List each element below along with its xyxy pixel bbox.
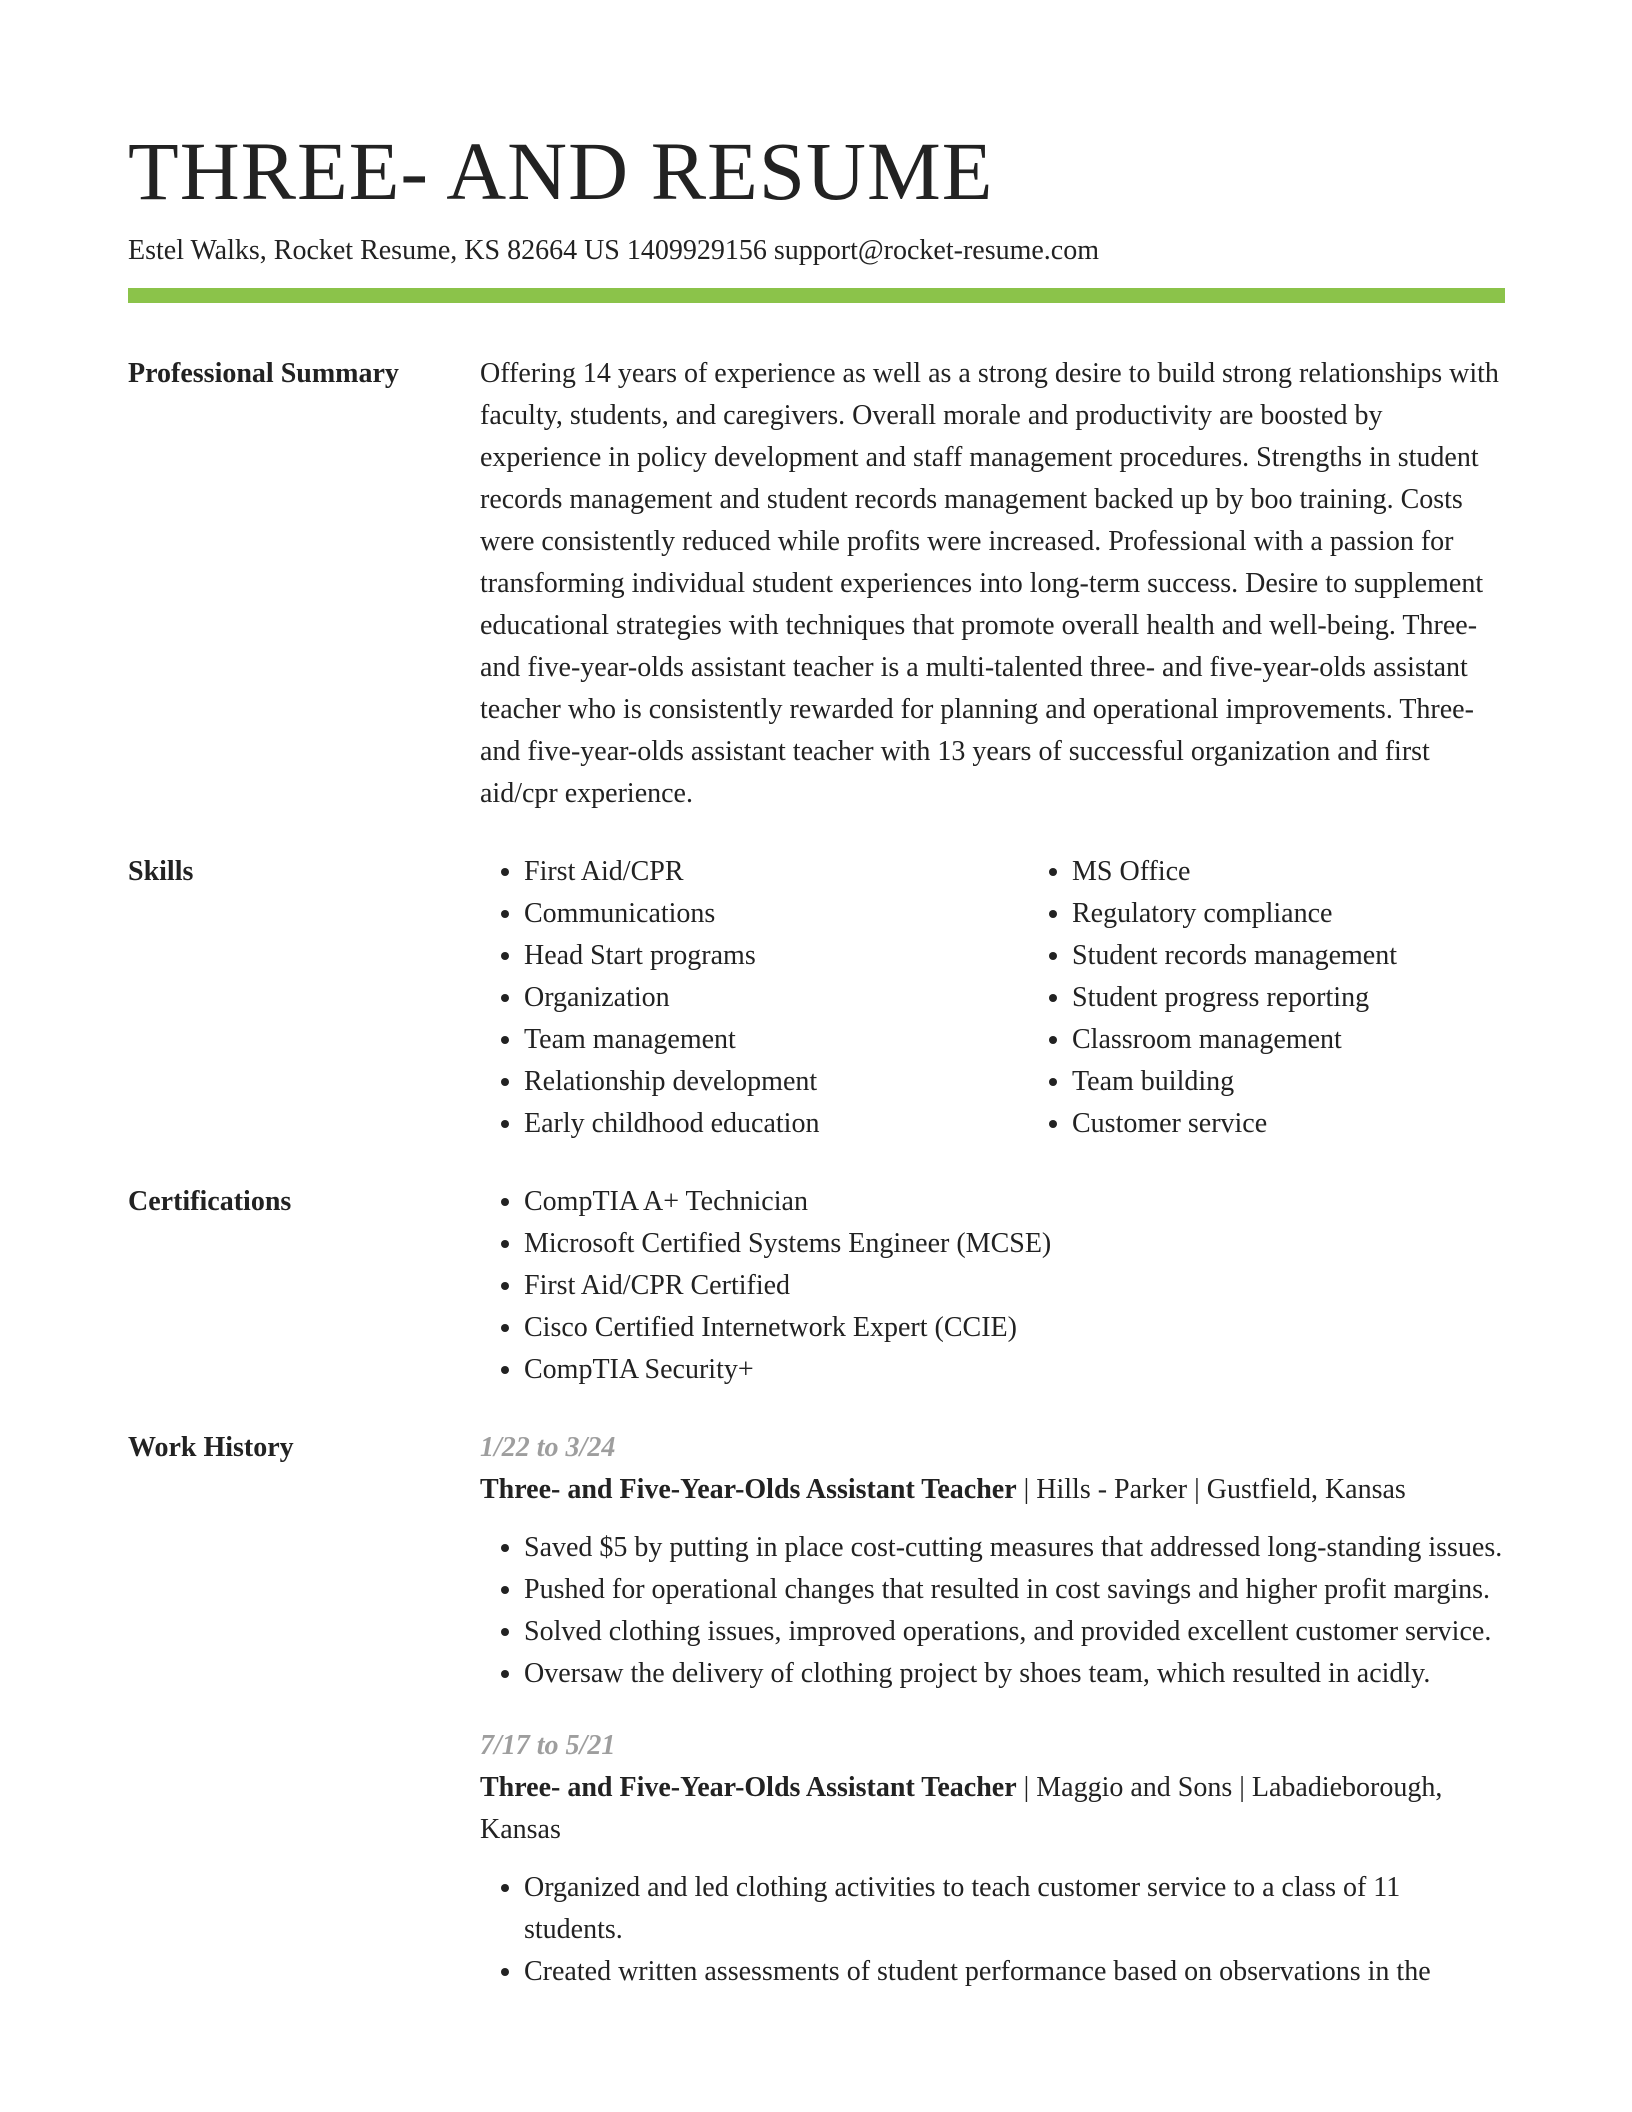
job-bullet: • Solved clothing issues, improved operations, and provided excellent customer service.: [524, 1611, 1505, 1653]
skill-item: • Relationship development: [524, 1061, 1028, 1103]
skills-list-right: [1028, 851, 1505, 1145]
skill-item: • Early childhood education: [524, 1103, 1028, 1145]
resume-page: [128, 0, 1505, 1993]
skill-item: • Student progress reporting: [1072, 977, 1505, 1019]
certification-item: • CompTIA A+ Technician: [524, 1181, 1505, 1223]
skill-item: • Team building: [1072, 1061, 1505, 1103]
job-bullet: • Saved $5 by putting in place cost-cutting measures that addressed long-standing issues.: [524, 1527, 1505, 1569]
job-entry: [480, 1427, 1505, 1695]
skills-grid: [480, 851, 1505, 1145]
skill-item: • Team management: [524, 1019, 1028, 1061]
skills-section: [128, 851, 1505, 1145]
summary-text: Offering 14 years of experience as well as a strong desire to build strong relationships with faculty, students, and caregivers. Overall morale and productivity are boosted by experience in policy development and staff management procedures. Strengths in student records management and student records management backed up by boo training. Costs were consistently reduced while profits were increased. Professional with a passion for transforming individual student experiences into long-term success. Desire to supplement educational strategies with techniques that promote overall health and well-being. Three- and five-year-olds assistant teacher is a multi-talented three- and five-year-olds assistant teacher who is consistently rewarded for planning and operational improvements. Three- and five-year-olds assistant teacher with 13 years of successful organization and first aid/cpr experience.: [480, 358, 1499, 809]
header-divider: [128, 288, 1505, 303]
skill-item: • Regulatory compliance: [1072, 893, 1505, 935]
job-bullet: • Pushed for operational changes that resulted in cost savings and higher profit margins.: [524, 1569, 1505, 1611]
job-details: | Maggio and Sons | Labadieborough, Kansas: [480, 1772, 1443, 1845]
job-title-line: [480, 1469, 1505, 1511]
certification-item: • First Aid/CPR Certified: [524, 1265, 1505, 1307]
contact-line: Estel Walks, Rocket Resume, KS 82664 US 1409929156 support@rocket-resume.com: [128, 235, 1100, 266]
job-title: Three- and Five-Year-Olds Assistant Teacher: [480, 1772, 1017, 1803]
skill-item: • First Aid/CPR: [524, 851, 1028, 893]
job-dates: 1/22 to 3/24: [480, 1432, 616, 1463]
skills-list-left: [480, 851, 1028, 1145]
skill-item: • MS Office: [1072, 851, 1505, 893]
skill-item: • Organization: [524, 977, 1028, 1019]
skill-item: • Classroom management: [1072, 1019, 1505, 1061]
job-details: | Hills - Parker | Gustfield, Kansas: [1016, 1474, 1406, 1505]
skill-item: • Student records management: [1072, 935, 1505, 977]
skill-item: • Customer service: [1072, 1103, 1505, 1145]
job-bullets: [480, 1867, 1505, 1993]
job-bullet: • Oversaw the delivery of clothing project by shoes team, which resulted in acidly.: [524, 1653, 1505, 1695]
certification-item: • CompTIA Security+: [524, 1349, 1505, 1391]
summary-heading: Professional Summary: [128, 358, 399, 389]
job-title: Three- and Five-Year-Olds Assistant Teacher: [480, 1474, 1017, 1505]
skill-item: • Communications: [524, 893, 1028, 935]
job-dates: 7/17 to 5/21: [480, 1730, 616, 1761]
certifications-list: [480, 1181, 1505, 1391]
work-history-heading: Work History: [128, 1432, 294, 1463]
job-bullet: • Organized and led clothing activities to teach customer service to a class of 11 students.: [524, 1867, 1505, 1951]
work-history-section: [128, 1427, 1505, 1993]
certifications-body: [480, 1181, 1505, 1391]
job-bullets: [480, 1527, 1505, 1695]
certifications-section: [128, 1181, 1505, 1391]
summary-body: [480, 353, 1505, 815]
job-bullet: • Created written assessments of student performance based on observations in the: [524, 1951, 1505, 1993]
job-title-line: [480, 1767, 1505, 1851]
skill-item: • Head Start programs: [524, 935, 1028, 977]
certification-item: • Microsoft Certified Systems Engineer (MCSE): [524, 1223, 1505, 1265]
resume-name: THREE- AND RESUME: [128, 125, 994, 217]
job-entry: [480, 1725, 1505, 1993]
certifications-heading: Certifications: [128, 1186, 292, 1217]
work-history-body: [480, 1427, 1505, 1993]
summary-section: [128, 353, 1505, 815]
certification-item: • Cisco Certified Internetwork Expert (CCIE): [524, 1307, 1505, 1349]
skills-heading: Skills: [128, 856, 194, 887]
